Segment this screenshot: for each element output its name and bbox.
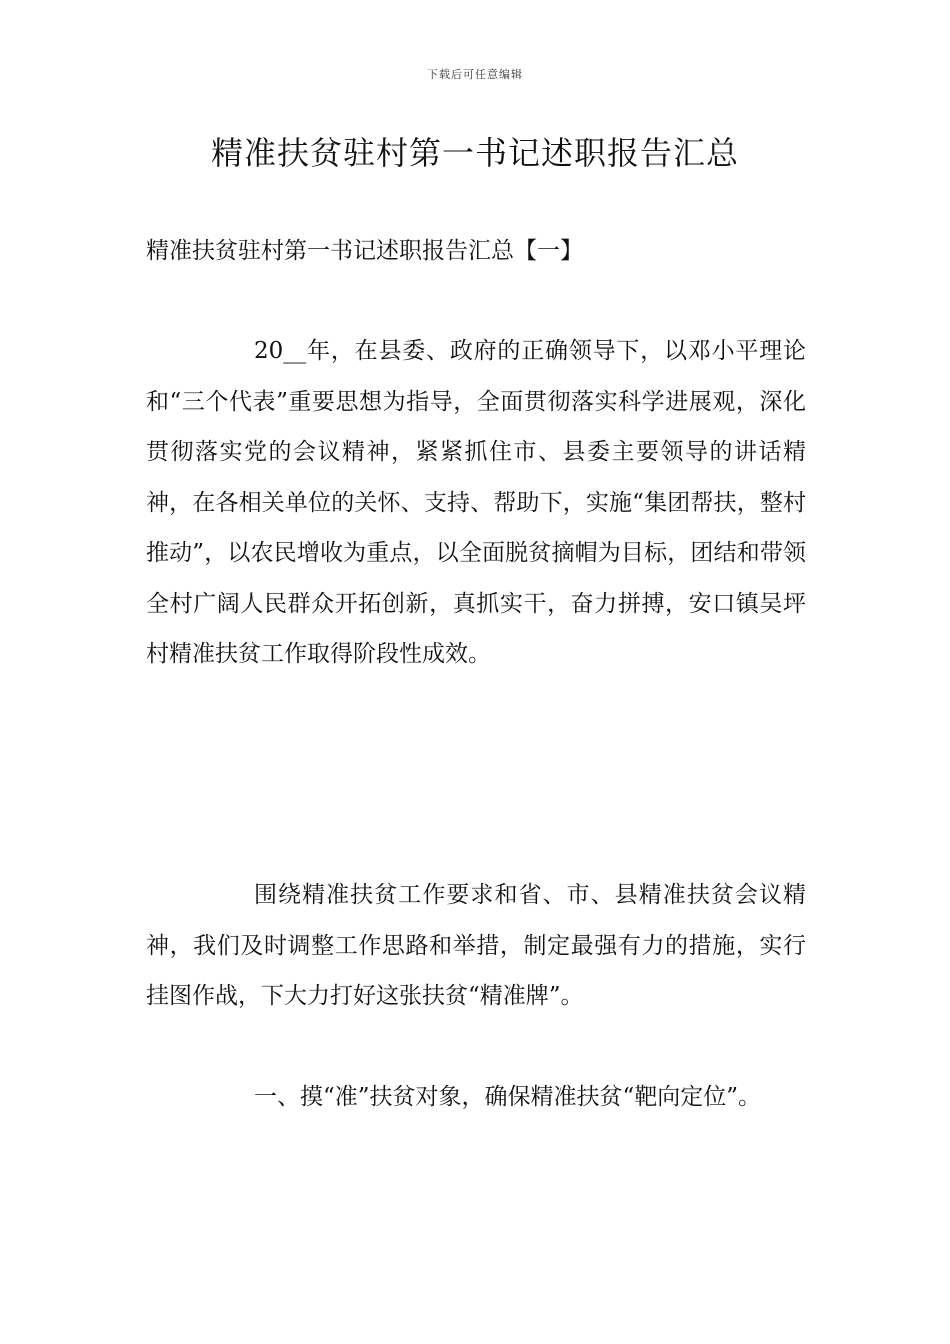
paragraph-approach: 围绕精准扶贫工作要求和省、市、县精准扶贫会议精神，我们及时调整工作思路和举措，制定最强有力的措施，实行挂图作战，下大力打好这张扶贫“精准牌”。	[146, 882, 806, 1009]
header-note: 下载后可任意编辑	[427, 68, 523, 81]
document-title: 精准扶贫驻村第一书记述职报告汇总	[210, 134, 739, 172]
section-subtitle: 精准扶贫驻村第一书记述职报告汇总【一】	[146, 238, 583, 264]
paragraph-intro: 20__年，在县委、政府的正确领导下，以邓小平理论和“三个代表”重要思想为指导，全面贯彻落实科学进展观，深化贯彻落实党的会议精神，紧紧抓住市、县委主要领导的讲话精神，在各相关单位的关怀、支持、帮助下，实施“集团帮扶，整村推动”，以农民增收为重点，以全面脱贫摘帽为目标，团结和带领全村广阔人民群众开拓创新，真抓实干，奋力拼搏，安口镇吴坪村精准扶贫工作取得阶段性成效。	[146, 338, 806, 667]
paragraph-section-one: 一、摸“准”扶贫对象，确保精准扶贫“靶向定位”。	[254, 1084, 762, 1110]
